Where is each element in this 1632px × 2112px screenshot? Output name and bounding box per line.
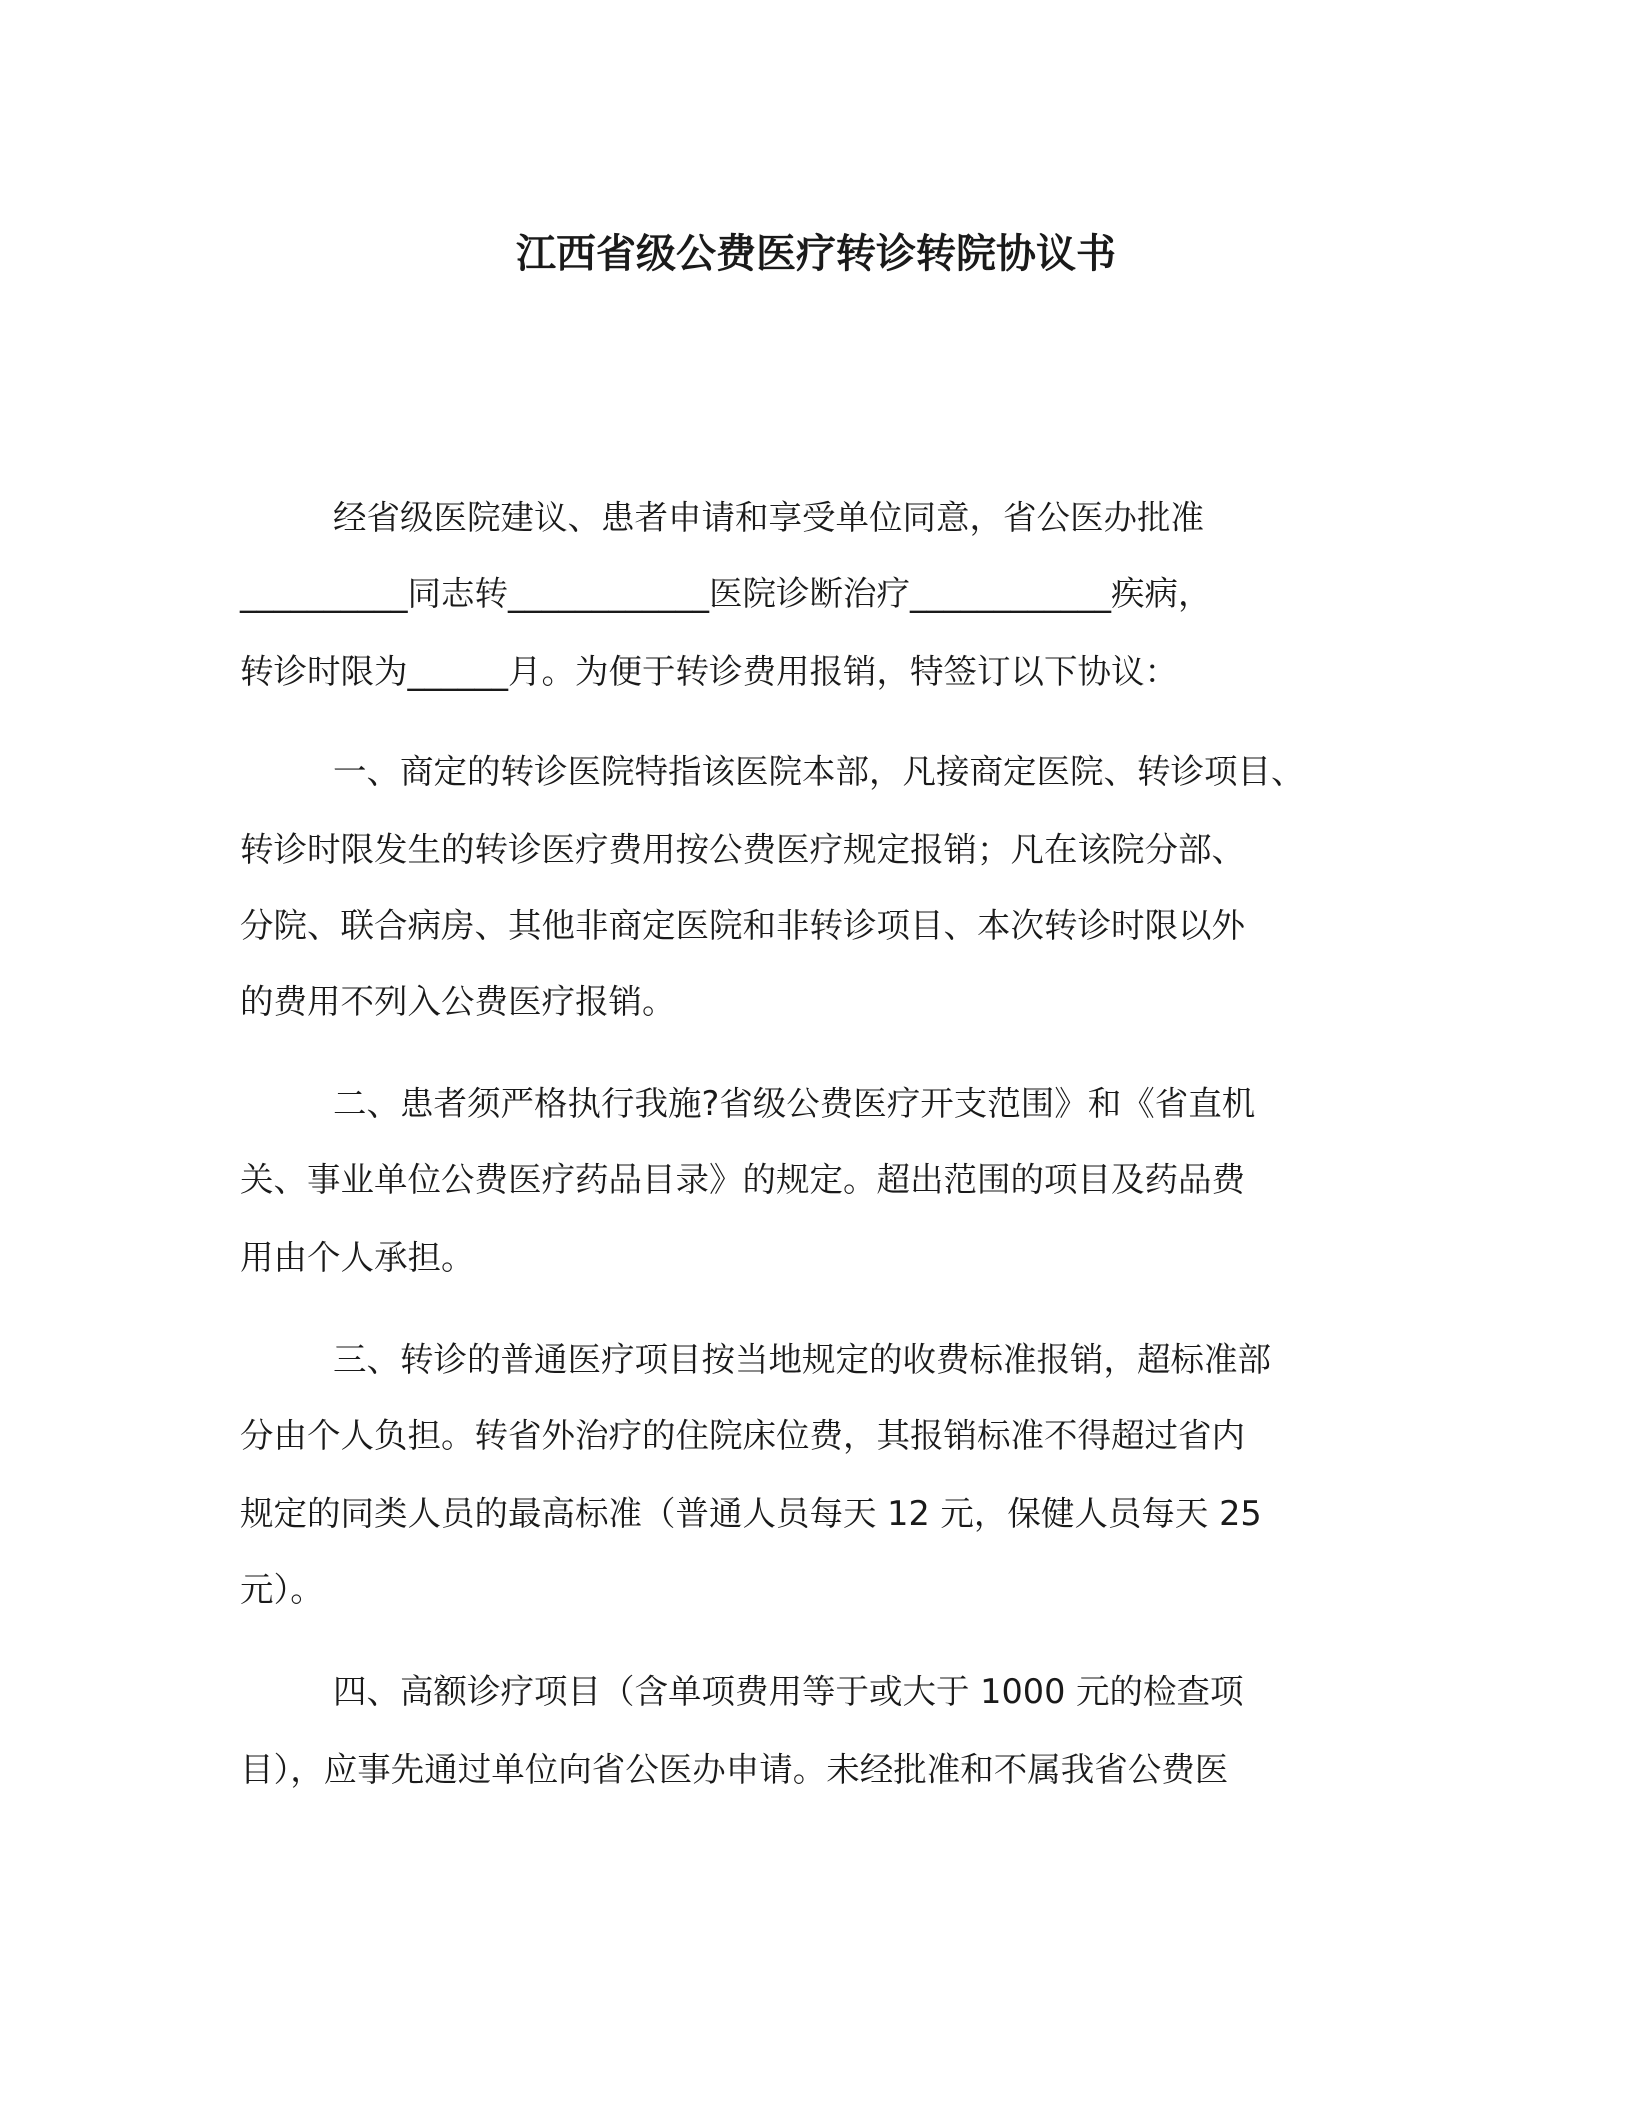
clause-1-line-2: 转诊时限发生的转诊医疗费用按公费医疗规定报销；凡在该院分部、 [240, 830, 1245, 869]
clause-3-line-3: 规定的同类人员的最高标准（普通人员每天 12 元，保健人员每天 25 [240, 1494, 1262, 1533]
clause-1-line-1: 一、商定的转诊医院特指该医院本部，凡接商定医院、转诊项目、 [333, 752, 1305, 791]
clause-4-line-2: 目），应事先通过单位向省公医办申请。未经批准和不属我省公费医 [240, 1750, 1229, 1789]
clause-3-line-1: 三、转诊的普通医疗项目按当地规定的收费标准报销，超标准部 [333, 1340, 1271, 1379]
intro-line-2: __________同志转____________医院诊断治疗____________疾病， [240, 574, 1212, 613]
clause-1-line-4: 的费用不列入公费医疗报销。 [240, 982, 676, 1021]
clause-4-line-1: 四、高额诊疗项目（含单项费用等于或大于 1000 元的检查项 [333, 1672, 1244, 1711]
clause-2-line-2: 关、事业单位公费医疗药品目录》的规定。超出范围的项目及药品费 [240, 1160, 1245, 1199]
clause-1-line-3: 分院、联合病房、其他非商定医院和非转诊项目、本次转诊时限以外 [240, 906, 1245, 945]
clause-2-line-3: 用由个人承担。 [240, 1238, 475, 1277]
intro-line-3: 转诊时限为______月。为便于转诊费用报销，特签订以下协议： [240, 652, 1178, 691]
intro-line-1: 经省级医院建议、患者申请和享受单位同意，省公医办批准 [333, 498, 1204, 537]
clause-3-line-2: 分由个人负担。转省外治疗的住院床位费，其报销标准不得超过省内 [240, 1416, 1245, 1455]
clause-2-line-1: 二、患者须严格执行我施?省级公费医疗开支范围》和《省直机 [333, 1084, 1256, 1123]
document-title: 江西省级公费医疗转诊转院协议书 [516, 231, 1116, 277]
clause-3-line-4: 元）。 [240, 1570, 324, 1609]
